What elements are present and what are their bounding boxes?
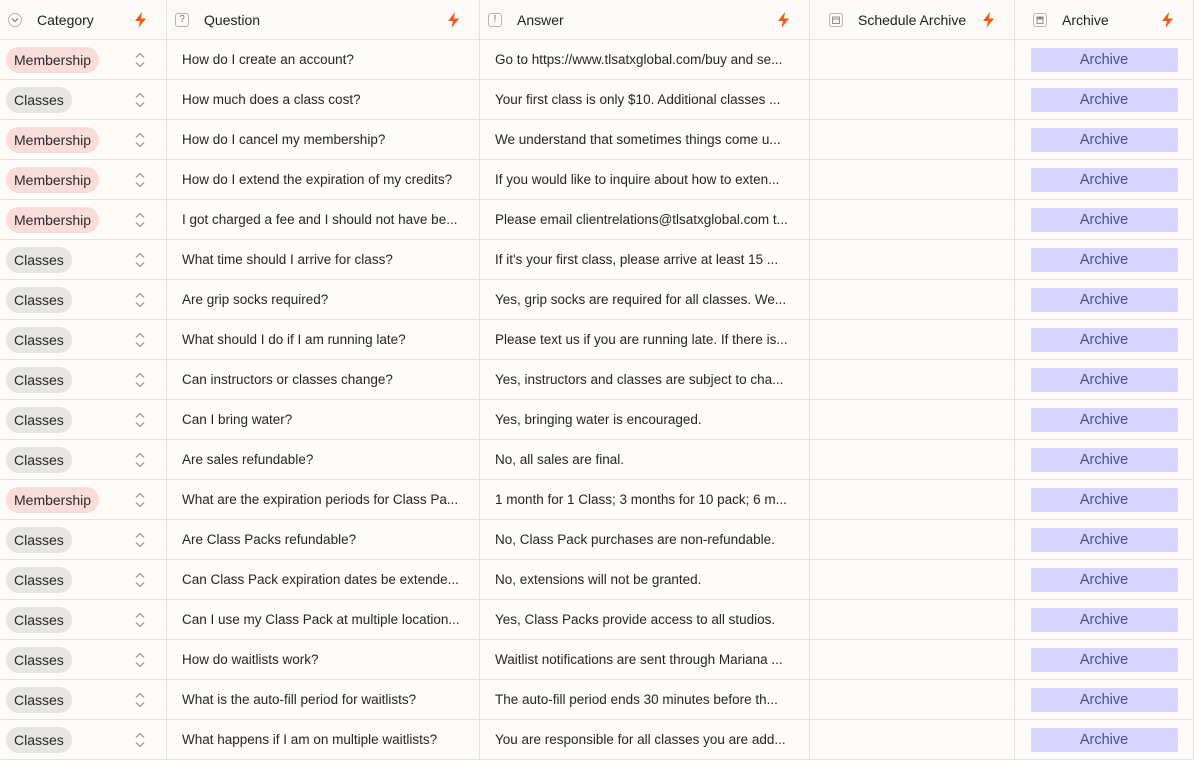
answer-cell[interactable] [480, 400, 810, 440]
schedule-archive-cell[interactable] [810, 520, 1015, 560]
select-toggle-icon[interactable] [134, 331, 146, 349]
category-cell[interactable] [0, 560, 167, 600]
answer-text: Yes, Class Packs provide access to all studios. [495, 612, 776, 627]
category-pill[interactable]: Classes [6, 327, 72, 353]
question-cell[interactable] [167, 480, 480, 520]
answer-text: Waitlist notifications are sent through Mariana ... [495, 652, 783, 667]
category-cell[interactable] [0, 280, 167, 320]
category-cell[interactable] [0, 680, 167, 720]
question-text: What should I do if I am running late? [182, 332, 406, 347]
archive-button[interactable]: Archive [1031, 528, 1178, 552]
category-pill[interactable]: Classes [6, 527, 72, 553]
bolt-icon[interactable] [1162, 12, 1173, 28]
category-pill[interactable]: Classes [6, 727, 72, 753]
answer-cell[interactable] [480, 680, 810, 720]
select-toggle-icon[interactable] [134, 291, 146, 309]
archive-button[interactable]: Archive [1031, 88, 1178, 112]
schedule-archive-cell[interactable] [810, 480, 1015, 520]
question-cell[interactable] [167, 440, 480, 480]
question-cell[interactable] [167, 280, 480, 320]
select-toggle-icon[interactable] [134, 491, 146, 509]
column-header-archive[interactable] [1015, 0, 1194, 40]
answer-text: No, Class Pack purchases are non-refundable. [495, 532, 775, 547]
select-toggle-icon[interactable] [134, 731, 146, 749]
answer-text: The auto-fill period ends 30 minutes before th... [495, 692, 778, 707]
category-pill[interactable]: Membership [6, 167, 99, 193]
column-header-label: Answer [517, 11, 564, 28]
column-header-label: Category [37, 11, 94, 28]
category-pill[interactable]: Classes [6, 567, 72, 593]
question-cell[interactable] [167, 320, 480, 360]
category-cell[interactable] [0, 480, 167, 520]
category-pill[interactable]: Classes [6, 247, 72, 273]
select-toggle-icon[interactable] [134, 211, 146, 229]
question-text: What is the auto-fill period for waitlists? [182, 692, 417, 707]
archive-button[interactable]: Archive [1031, 208, 1178, 232]
column-header-question[interactable] [167, 0, 480, 40]
select-toggle-icon[interactable] [134, 131, 146, 149]
select-toggle-icon[interactable] [134, 651, 146, 669]
answer-cell[interactable] [480, 520, 810, 560]
answer-text: Yes, grip socks are required for all classes. We... [495, 292, 787, 307]
category-pill[interactable]: Classes [6, 687, 72, 713]
category-cell[interactable] [0, 440, 167, 480]
question-text: Can I bring water? [182, 412, 293, 427]
category-cell[interactable] [0, 600, 167, 640]
question-cell[interactable] [167, 80, 480, 120]
select-toggle-icon[interactable] [134, 611, 146, 629]
schedule-archive-cell[interactable] [810, 440, 1015, 480]
answer-text: Yes, instructors and classes are subject to cha... [495, 372, 784, 387]
schedule-archive-cell[interactable] [810, 560, 1015, 600]
question-text: What are the expiration periods for Class Pa... [182, 492, 459, 507]
answer-text: No, extensions will not be granted. [495, 572, 702, 587]
question-text: What happens if I am on multiple waitlists? [182, 732, 438, 747]
question-text: What time should I arrive for class? [182, 252, 393, 267]
select-toggle-icon[interactable] [134, 51, 146, 69]
archive-button[interactable]: Archive [1031, 568, 1178, 592]
question-text: How do I extend the expiration of my credits? [182, 172, 453, 187]
archive-button[interactable]: Archive [1031, 408, 1178, 432]
answer-cell[interactable] [480, 560, 810, 600]
archive-button[interactable]: Archive [1031, 248, 1178, 272]
answer-text: If you would like to inquire about how to exten... [495, 172, 780, 187]
archive-button[interactable]: Archive [1031, 648, 1178, 672]
question-text: Are grip socks required? [182, 292, 329, 307]
archive-cell [1015, 40, 1194, 80]
archive-cell [1015, 520, 1194, 560]
question-text: Can instructors or classes change? [182, 372, 393, 387]
answer-text: No, all sales are final. [495, 452, 625, 467]
schedule-archive-cell[interactable] [810, 400, 1015, 440]
question-mark-icon: ? [175, 13, 189, 27]
answer-text: Go to https://www.tlsatxglobal.com/buy and se... [495, 52, 783, 67]
category-cell[interactable] [0, 160, 167, 200]
answer-cell[interactable] [480, 320, 810, 360]
column-header-label: Schedule Archive [858, 11, 967, 28]
archive-cell [1015, 680, 1194, 720]
column-header-category[interactable] [0, 0, 167, 40]
archive-cell [1015, 320, 1194, 360]
answer-cell[interactable] [480, 640, 810, 680]
category-cell[interactable] [0, 320, 167, 360]
archive-button[interactable]: Archive [1031, 608, 1178, 632]
category-pill[interactable]: Classes [6, 447, 72, 473]
question-cell[interactable] [167, 200, 480, 240]
schedule-archive-cell[interactable] [810, 200, 1015, 240]
select-toggle-icon[interactable] [134, 531, 146, 549]
select-toggle-icon[interactable] [134, 411, 146, 429]
select-toggle-icon[interactable] [134, 91, 146, 109]
answer-cell[interactable] [480, 120, 810, 160]
question-text: Can I use my Class Pack at multiple location... [182, 612, 460, 627]
schedule-archive-cell[interactable] [810, 240, 1015, 280]
schedule-archive-cell[interactable] [810, 160, 1015, 200]
answer-text: Your first class is only $10. Additional classes ... [495, 92, 781, 107]
archive-cell [1015, 160, 1194, 200]
select-toggle-icon[interactable] [134, 251, 146, 269]
answer-cell[interactable] [480, 600, 810, 640]
question-cell[interactable] [167, 600, 480, 640]
archive-cell [1015, 440, 1194, 480]
category-pill[interactable]: Classes [6, 407, 72, 433]
category-cell[interactable] [0, 720, 167, 760]
answer-cell[interactable] [480, 720, 810, 760]
answer-cell[interactable] [480, 200, 810, 240]
select-toggle-icon[interactable] [134, 371, 146, 389]
question-text: Are sales refundable? [182, 452, 314, 467]
answer-cell[interactable] [480, 160, 810, 200]
category-pill[interactable]: Membership [6, 47, 99, 73]
schedule-archive-cell[interactable] [810, 720, 1015, 760]
answer-text: You are responsible for all classes you are add... [495, 732, 786, 747]
question-text: Can Class Pack expiration dates be extende... [182, 572, 459, 587]
archive-button[interactable]: Archive [1031, 328, 1178, 352]
archive-button[interactable]: Archive [1031, 128, 1178, 152]
archive-cell [1015, 200, 1194, 240]
question-text: How do waitlists work? [182, 652, 319, 667]
answer-cell[interactable] [480, 360, 810, 400]
archive-button[interactable]: Archive [1031, 448, 1178, 472]
question-text: Are Class Packs refundable? [182, 532, 357, 547]
answer-cell[interactable] [480, 80, 810, 120]
archive-cell [1015, 280, 1194, 320]
question-cell[interactable] [167, 680, 480, 720]
archive-button[interactable]: Archive [1031, 368, 1178, 392]
select-toggle-icon[interactable] [134, 571, 146, 589]
question-cell[interactable] [167, 400, 480, 440]
schedule-archive-cell[interactable] [810, 360, 1015, 400]
category-pill[interactable]: Classes [6, 87, 72, 113]
column-header-schedule-archive[interactable] [810, 0, 1015, 40]
archive-cell [1015, 560, 1194, 600]
question-cell[interactable] [167, 120, 480, 160]
archive-button[interactable]: Archive [1031, 288, 1178, 312]
schedule-archive-cell[interactable] [810, 40, 1015, 80]
question-text: How much does a class cost? [182, 92, 361, 107]
schedule-archive-cell[interactable] [810, 280, 1015, 320]
category-cell[interactable] [0, 200, 167, 240]
bolt-icon[interactable] [448, 12, 459, 28]
archive-button[interactable]: Archive [1031, 728, 1178, 752]
question-text: How do I cancel my membership? [182, 132, 386, 147]
category-cell[interactable] [0, 240, 167, 280]
category-pill[interactable]: Membership [6, 127, 99, 153]
question-cell[interactable] [167, 560, 480, 600]
answer-text: We understand that sometimes things come u... [495, 132, 781, 147]
category-cell[interactable] [0, 360, 167, 400]
question-text: I got charged a fee and I should not have be... [182, 212, 458, 227]
column-header-label: Archive [1062, 11, 1109, 28]
answer-text: If it's your first class, please arrive at least 15 ... [495, 252, 779, 267]
answer-cell[interactable] [480, 40, 810, 80]
schedule-archive-cell[interactable] [810, 80, 1015, 120]
archive-button[interactable]: Archive [1031, 168, 1178, 192]
answer-cell[interactable] [480, 440, 810, 480]
answer-cell[interactable] [480, 240, 810, 280]
answer-text: 1 month for 1 Class; 3 months for 10 pack; 6 m... [495, 492, 787, 507]
category-cell[interactable] [0, 520, 167, 560]
question-text: How do I create an account? [182, 52, 354, 67]
archive-cell [1015, 720, 1194, 760]
column-header-answer[interactable] [480, 0, 810, 40]
archive-box-icon [1033, 13, 1047, 27]
archive-cell [1015, 360, 1194, 400]
question-cell[interactable] [167, 720, 480, 760]
question-cell[interactable] [167, 520, 480, 560]
calendar-icon [829, 13, 843, 27]
schedule-archive-cell[interactable] [810, 600, 1015, 640]
bolt-icon[interactable] [778, 12, 789, 28]
category-pill[interactable]: Classes [6, 367, 72, 393]
question-cell[interactable] [167, 40, 480, 80]
category-pill[interactable]: Classes [6, 287, 72, 313]
archive-button[interactable]: Archive [1031, 488, 1178, 512]
schedule-archive-cell[interactable] [810, 640, 1015, 680]
archive-cell [1015, 640, 1194, 680]
category-cell[interactable] [0, 400, 167, 440]
schedule-archive-cell[interactable] [810, 320, 1015, 360]
select-toggle-icon[interactable] [134, 451, 146, 469]
category-cell[interactable] [0, 40, 167, 80]
archive-button[interactable]: Archive [1031, 688, 1178, 712]
archive-cell [1015, 120, 1194, 160]
bolt-icon[interactable] [135, 12, 146, 28]
archive-cell [1015, 480, 1194, 520]
answer-cell[interactable] [480, 480, 810, 520]
archive-cell [1015, 240, 1194, 280]
select-toggle-icon[interactable] [134, 171, 146, 189]
exclamation-icon: ! [488, 13, 502, 27]
bolt-icon[interactable] [983, 12, 994, 28]
question-cell[interactable] [167, 360, 480, 400]
archive-cell [1015, 400, 1194, 440]
archive-button[interactable]: Archive [1031, 48, 1178, 72]
category-pill[interactable]: Classes [6, 607, 72, 633]
column-header-label: Question [204, 11, 261, 28]
select-toggle-icon[interactable] [134, 691, 146, 709]
archive-cell [1015, 80, 1194, 120]
answer-text: Yes, bringing water is encouraged. [495, 412, 702, 427]
category-pill[interactable]: Membership [6, 207, 99, 233]
schedule-archive-cell[interactable] [810, 120, 1015, 160]
category-cell[interactable] [0, 120, 167, 160]
question-cell[interactable] [167, 240, 480, 280]
category-pill[interactable]: Classes [6, 647, 72, 673]
answer-cell[interactable] [480, 280, 810, 320]
answer-text: Please text us if you are running late. If there is... [495, 332, 788, 347]
schedule-archive-cell[interactable] [810, 680, 1015, 720]
select-circle-icon [8, 13, 22, 27]
category-cell[interactable] [0, 640, 167, 680]
answer-text: Please email clientrelations@tlsatxglobal.com t... [495, 212, 788, 227]
category-pill[interactable]: Membership [6, 487, 99, 513]
question-cell[interactable] [167, 160, 480, 200]
category-cell[interactable] [0, 80, 167, 120]
question-cell[interactable] [167, 640, 480, 680]
archive-cell [1015, 600, 1194, 640]
